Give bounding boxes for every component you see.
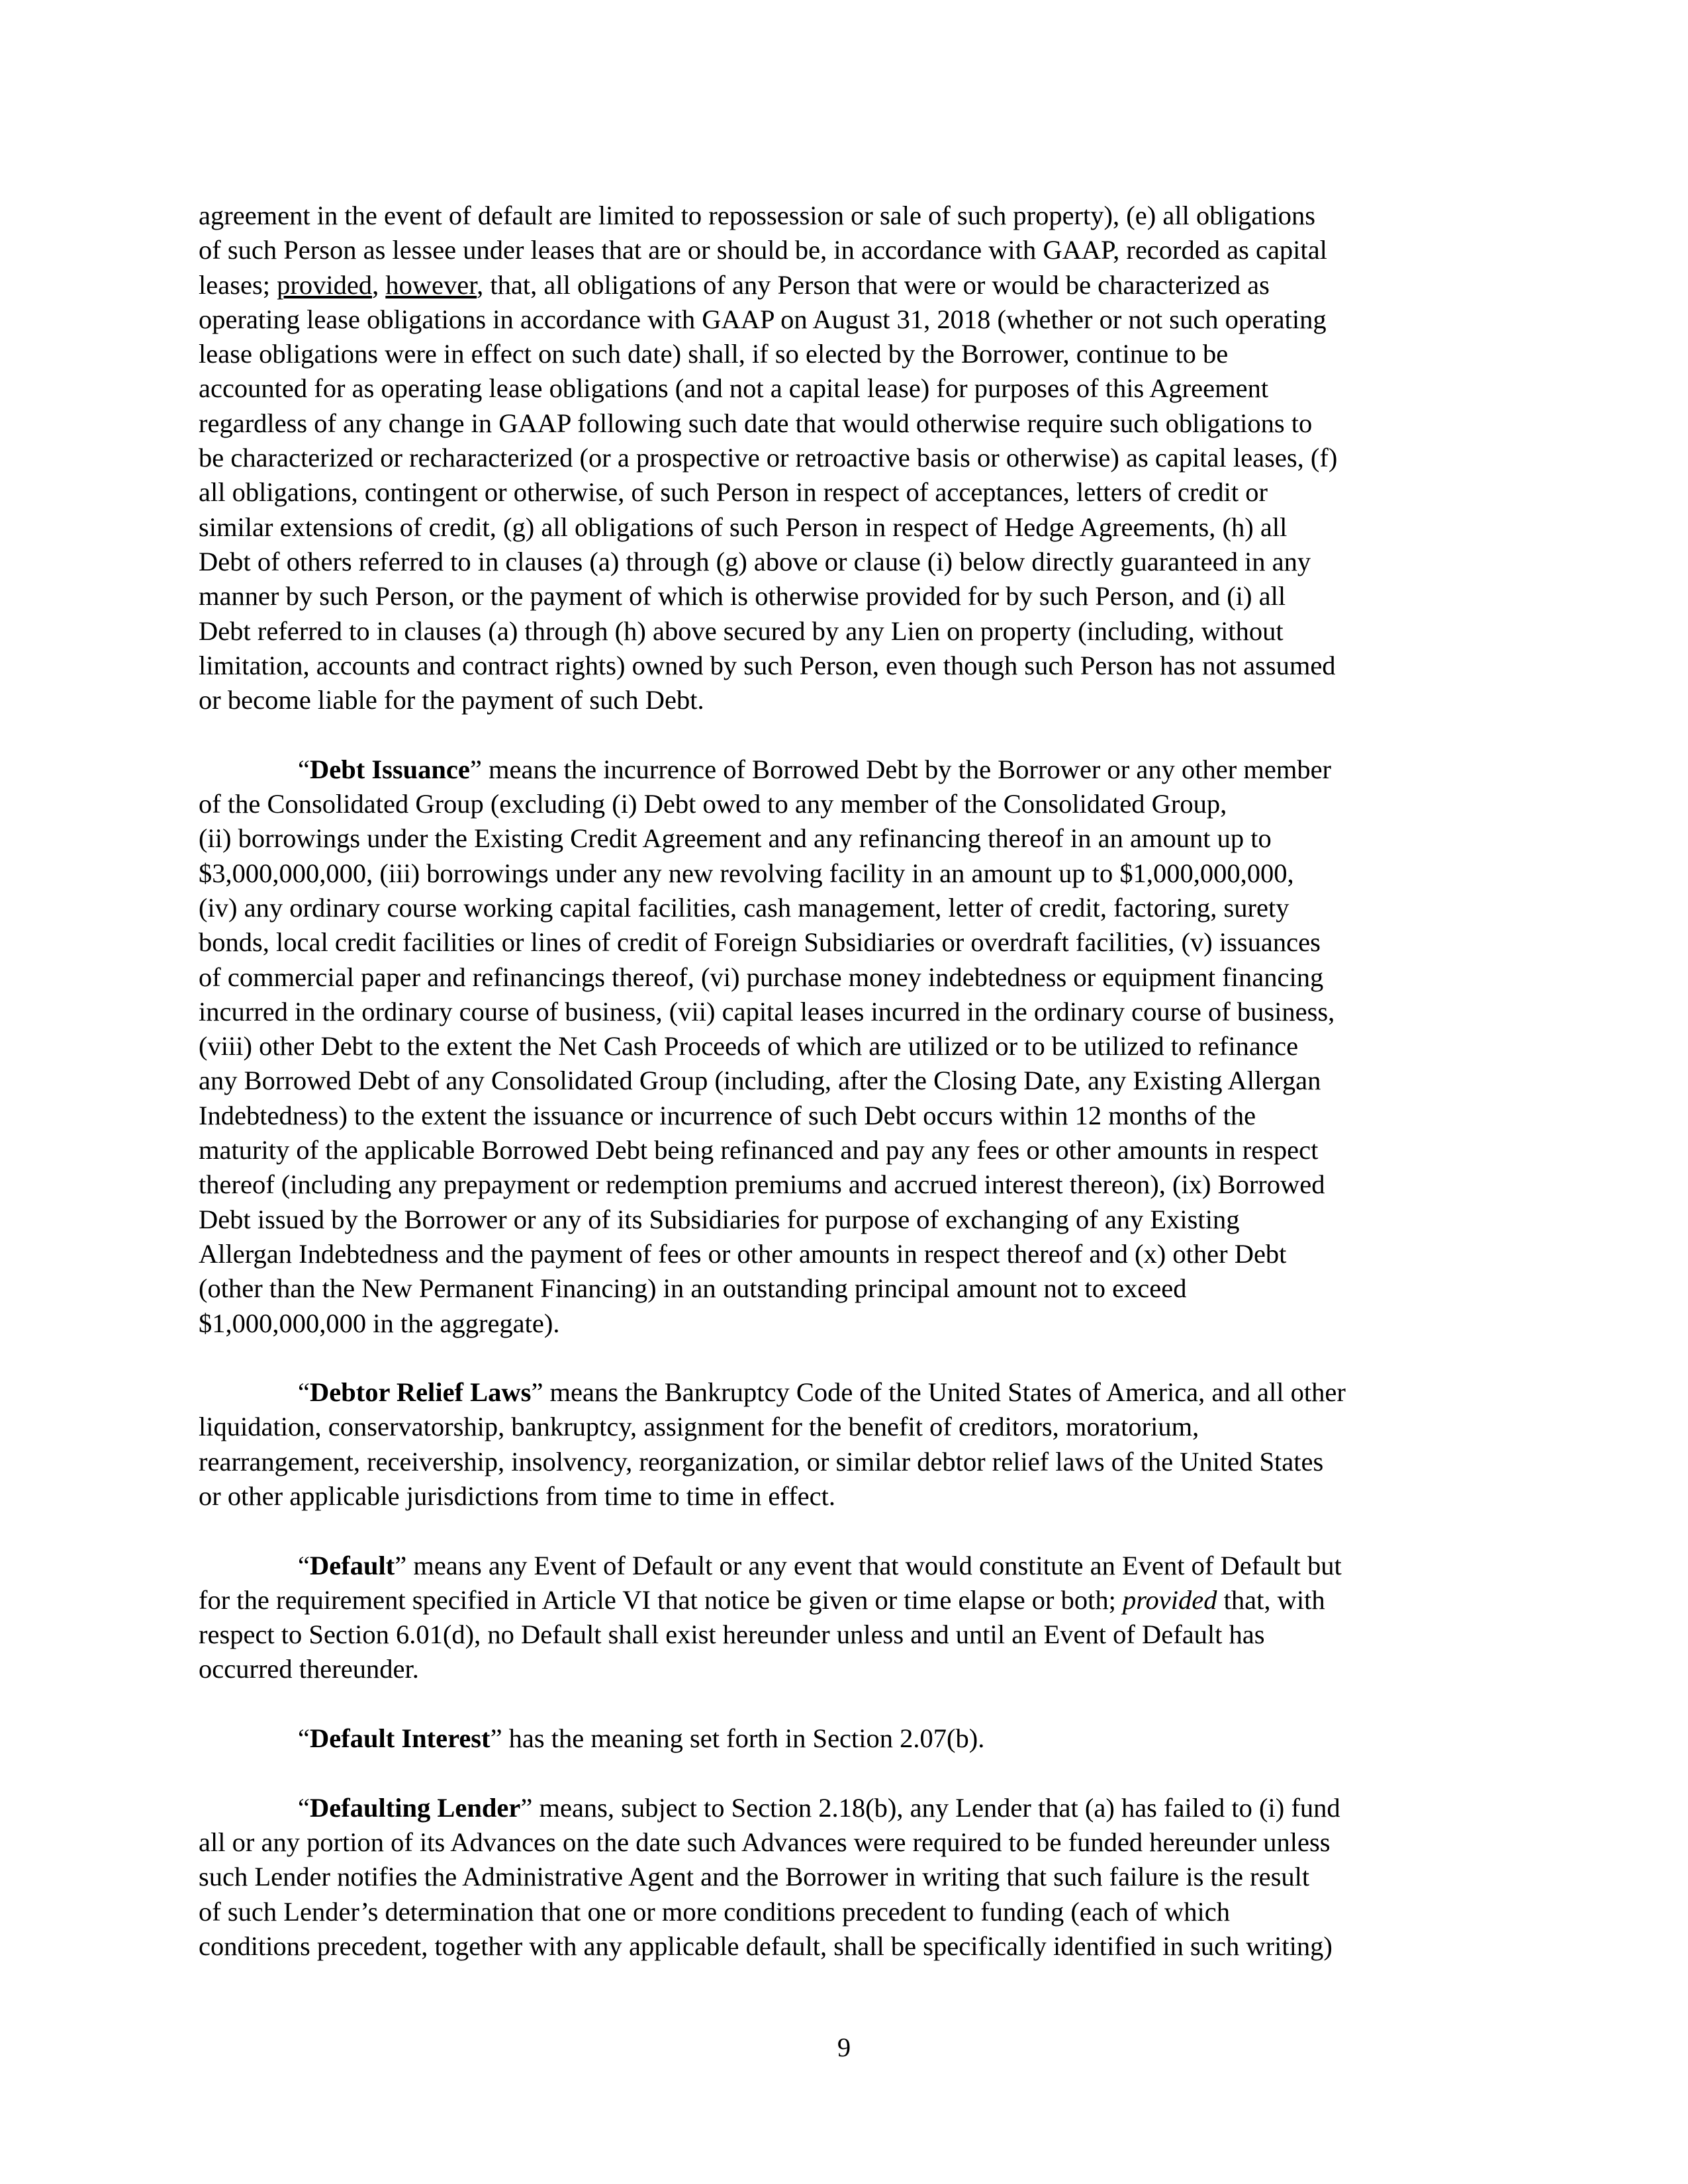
text-line: similar extensions of credit, (g) all obligations of such Person in respect of Hedge Agreements, (h) all bbox=[199, 512, 1288, 542]
text-line bbox=[199, 752, 1489, 787]
text-line: bonds, local credit facilities or lines of credit of Foreign Subsidiaries or overdraft facilities, (v) issuances bbox=[199, 927, 1321, 958]
text-fragment: , that, all obligations of any Person that were or would be characterized as bbox=[477, 269, 1270, 300]
text-line: occurred thereunder. bbox=[199, 1654, 419, 1684]
text-line: maturity of the applicable Borrowed Debt being refinanced and pay any fees or other amounts in respect bbox=[199, 1135, 1319, 1165]
defaulting-lender-definition bbox=[199, 1791, 1489, 1964]
text-line: manner by such Person, or the payment of which is otherwise provided for by such Person, and (i) all bbox=[199, 581, 1286, 612]
text-line: accounted for as operating lease obligations (and not a capital lease) for purposes of this Agreement bbox=[199, 373, 1269, 404]
text-line: thereof (including any prepayment or redemption premiums and accrued interest thereon), (ix) Borrowed bbox=[199, 1169, 1325, 1200]
text-line: Allergan Indebtedness and the payment of fees or other amounts in respect thereof and (x) other Debt bbox=[199, 1238, 1287, 1269]
text-line: of such Lender’s determination that one or more conditions precedent to funding (each of which bbox=[199, 1896, 1231, 1927]
default-interest-definition bbox=[199, 1721, 1489, 1756]
text-fragment: , bbox=[372, 269, 386, 300]
open-quote: “ bbox=[298, 1550, 310, 1580]
text-line: Debt referred to in clauses (a) through (h) above secured by any Lien on property (including, without bbox=[199, 615, 1284, 646]
text-line: be characterized or recharacterized (or a prospective or retroactive basis or otherwise) as capital leases, (f) bbox=[199, 443, 1338, 473]
text-line: incurred in the ordinary course of business, (vii) capital leases incurred in the ordinary course of business, bbox=[199, 996, 1335, 1026]
text-line: Debt issued by the Borrower or any of its Subsidiaries for purpose of exchanging of any Existing bbox=[199, 1204, 1240, 1234]
close-quote: ” bbox=[469, 754, 482, 784]
close-quote: ” bbox=[395, 1550, 407, 1580]
open-quote: “ bbox=[298, 1792, 310, 1823]
text-line: rearrangement, receivership, insolvency, reorganization, or similar debtor relief laws of the United States bbox=[199, 1446, 1324, 1477]
debt-issuance-definition bbox=[199, 752, 1489, 1341]
text-line: regardless of any change in GAAP following such date that would otherwise require such obligations to bbox=[199, 408, 1313, 438]
text-line: all or any portion of its Advances on the date such Advances were required to be funded hereunder unless bbox=[199, 1827, 1331, 1857]
text-fragment: means the incurrence of Borrowed Debt by the Borrower or any other member bbox=[481, 754, 1332, 784]
close-quote: ” bbox=[531, 1377, 543, 1408]
text-line: all obligations, contingent or otherwise, of such Person in respect of acceptances, letters of credit or bbox=[199, 477, 1268, 508]
text-line: of such Person as lessee under leases that are or should be, in accordance with GAAP, recorded as capital bbox=[199, 235, 1327, 265]
text-line bbox=[199, 1375, 1489, 1410]
open-quote: “ bbox=[298, 754, 310, 784]
text-line: $3,000,000,000, (iii) borrowings under any new revolving facility in an amount up to $1,000,000,000, bbox=[199, 858, 1294, 888]
text-line: of commercial paper and refinancings thereof, (vi) purchase money indebtedness or equipment financing bbox=[199, 962, 1324, 992]
text-line: conditions precedent, together with any applicable default, shall be specifically identified in such writing) bbox=[199, 1931, 1333, 1961]
text-line: agreement in the event of default are limited to repossession or sale of such property), (e) all obligations bbox=[199, 201, 1315, 230]
text-fragment: means any Event of Default or any event that would constitute an Event of Default but bbox=[406, 1550, 1342, 1580]
however-term: however bbox=[385, 269, 477, 300]
text-line bbox=[199, 268, 1489, 302]
text-line: liquidation, conservatorship, bankruptcy, assignment for the benefit of creditors, moratorium, bbox=[199, 1412, 1199, 1442]
text-line: or other applicable jurisdictions from time to time in effect. bbox=[199, 1480, 835, 1511]
text-line: limitation, accounts and contract rights) owned by such Person, even though such Person has not assumed bbox=[199, 650, 1336, 680]
text-line: such Lender notifies the Administrative Agent and the Borrower in writing that such failure is the result bbox=[199, 1862, 1310, 1892]
default-definition bbox=[199, 1549, 1489, 1687]
text-line: lease obligations were in effect on such date) shall, if so elected by the Borrower, continue to be bbox=[199, 339, 1229, 369]
defined-term: Defaulting Lender bbox=[309, 1792, 521, 1823]
text-fragment: means the Bankruptcy Code of the United States of America, and all other bbox=[543, 1377, 1346, 1408]
provided-term: provided bbox=[1123, 1584, 1217, 1615]
document-body bbox=[199, 199, 1489, 1998]
text-line: or become liable for the payment of such Debt. bbox=[199, 685, 704, 715]
provided-term: provided bbox=[277, 269, 373, 300]
text-line bbox=[199, 1583, 1489, 1617]
text-line: of the Consolidated Group (excluding (i) Debt owed to any member of the Consolidated Group, bbox=[199, 789, 1227, 819]
defined-term: Default bbox=[309, 1550, 395, 1580]
page-number: 9 bbox=[837, 2032, 851, 2062]
text-line bbox=[199, 1791, 1489, 1825]
text-fragment: has the meaning set forth in Section 2.07(b). bbox=[502, 1723, 985, 1754]
open-quote: “ bbox=[298, 1377, 310, 1408]
debt-definition-continued bbox=[199, 199, 1489, 717]
close-quote: ” bbox=[490, 1723, 502, 1754]
text-line: Indebtedness) to the extent the issuance or incurrence of such Debt occurs within 12 months of the bbox=[199, 1100, 1256, 1130]
text-line: (ii) borrowings under the Existing Credit Agreement and any refinancing thereof in an amount up to bbox=[199, 823, 1272, 854]
text-line: $1,000,000,000 in the aggregate). bbox=[199, 1308, 560, 1338]
text-line: any Borrowed Debt of any Consolidated Group (including, after the Closing Date, any Existing Allergan bbox=[199, 1066, 1321, 1096]
text-line: (other than the New Permanent Financing) in an outstanding principal amount not to exceed bbox=[199, 1273, 1187, 1304]
defined-term: Debtor Relief Laws bbox=[309, 1377, 532, 1408]
text-fragment: means, subject to Section 2.18(b), any Lender that (a) has failed to (i) fund bbox=[532, 1792, 1340, 1823]
text-line bbox=[199, 1549, 1489, 1583]
text-line: operating lease obligations in accordance with GAAP on August 31, 2018 (whether or not such operating bbox=[199, 304, 1327, 334]
open-quote: “ bbox=[298, 1723, 310, 1754]
close-quote: ” bbox=[520, 1792, 533, 1823]
text-fragment: leases; bbox=[199, 269, 277, 300]
text-line: (viii) other Debt to the extent the Net Cash Proceeds of which are utilized or to be utilized to refinance bbox=[199, 1031, 1299, 1062]
text-line: Debt of others referred to in clauses (a) through (g) above or clause (i) below directly guaranteed in any bbox=[199, 546, 1311, 576]
text-line: respect to Section 6.01(d), no Default shall exist hereunder unless and until an Event of Default has bbox=[199, 1619, 1265, 1650]
debtor-relief-laws-definition bbox=[199, 1375, 1489, 1514]
defined-term: Debt Issuance bbox=[309, 754, 470, 784]
text-fragment: for the requirement specified in Article VI that notice be given or time elapse or both; bbox=[199, 1584, 1123, 1615]
text-line bbox=[199, 1721, 1489, 1756]
text-fragment: that, with bbox=[1217, 1584, 1325, 1615]
defined-term: Default Interest bbox=[309, 1723, 491, 1754]
text-line: (iv) any ordinary course working capital facilities, cash management, letter of credit, factoring, surety bbox=[199, 892, 1289, 923]
